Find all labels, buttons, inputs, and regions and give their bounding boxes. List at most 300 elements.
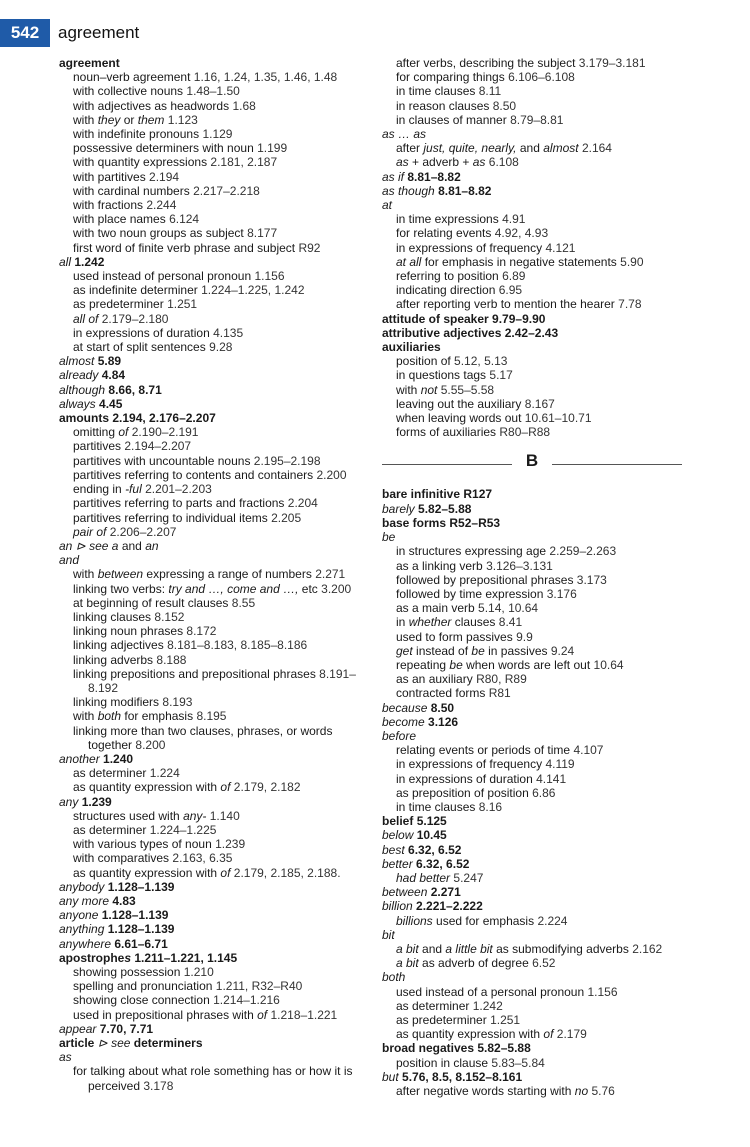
main-locator: 4.83 <box>112 893 136 908</box>
entry-text: after <box>396 141 421 156</box>
index-subentry <box>382 368 687 382</box>
entry-text: followed by time expression <box>396 586 544 601</box>
headword: auxiliaries <box>382 340 441 355</box>
index-subentry <box>382 587 687 601</box>
index-headword-entry <box>59 1050 364 1064</box>
headword: anybody <box>59 879 105 894</box>
locator: 1.156 <box>587 984 618 999</box>
index-subentry <box>382 942 687 956</box>
index-headword-entry <box>382 814 687 828</box>
locator: 2.179 <box>556 1027 587 1042</box>
entry-text: leaving out the auxiliary <box>396 396 522 411</box>
headword: billion <box>382 899 413 914</box>
index-subentry <box>382 226 687 240</box>
index-headword-entry <box>382 170 687 184</box>
entry-text: partitives referring to contents and containers <box>73 467 314 482</box>
headword: an <box>59 538 73 553</box>
index-subentry <box>382 573 687 587</box>
index-headword-entry <box>382 198 687 212</box>
index-subentry <box>59 326 364 340</box>
index-subentry <box>59 837 364 851</box>
index-headword-entry <box>59 880 364 894</box>
locator: 1.210 <box>183 965 214 979</box>
entry-italic-text: try and …, come and …, <box>168 581 299 596</box>
main-locator: 8.81–8.82 <box>407 169 461 184</box>
index-headword-entry <box>382 530 687 544</box>
index-subentry <box>382 283 687 297</box>
entry-text: linking noun phrases <box>73 624 184 639</box>
index-subentry <box>59 482 364 496</box>
entry-text: for relating events <box>396 226 492 241</box>
index-subentry <box>59 226 364 240</box>
entry-italic-text: billions <box>396 913 433 928</box>
locator: 1.218–1.221 <box>270 1007 338 1022</box>
headword: but <box>382 1069 399 1084</box>
headword: bare infinitive <box>382 487 461 502</box>
entry-text: relating events or periods of time <box>396 743 571 758</box>
index-headword-entry <box>382 184 687 198</box>
locator: 1.224–1.225 <box>149 822 217 837</box>
locator: 9.24 <box>550 643 575 658</box>
index-headword-entry <box>59 951 364 965</box>
index-subentry <box>382 672 687 686</box>
index-subentry <box>59 979 364 993</box>
entry-italic-text: of <box>118 425 129 440</box>
index-subentry <box>59 468 364 482</box>
locator: 10.61–10.71 <box>524 411 592 426</box>
headword: become <box>382 714 425 729</box>
index-headword-entry <box>382 502 687 516</box>
headword: attributive adjectives <box>382 325 502 340</box>
locator: 4.141 <box>536 771 567 786</box>
entry-italic-text: between <box>97 567 144 582</box>
locator: 8.200 <box>135 737 166 752</box>
locator: 1.123 <box>167 112 198 127</box>
index-headword-entry <box>382 715 687 729</box>
entry-italic-text: both <box>97 709 122 724</box>
entry-text: as submodifying adverbs <box>496 941 629 956</box>
index-subentry <box>382 914 687 928</box>
entry-text: as determiner <box>73 766 147 781</box>
index-subentry <box>59 610 364 624</box>
main-locator: 5.82–5.88 <box>418 501 472 516</box>
main-locator: 1.242 <box>74 254 105 269</box>
main-locator: 1.240 <box>103 751 134 766</box>
entry-text: as determiner <box>396 998 470 1013</box>
left-index-column <box>59 56 364 1093</box>
entry-text: partitives with uncountable nouns <box>73 453 251 468</box>
headword: already <box>59 368 99 383</box>
page-number: 542 <box>0 19 50 47</box>
index-headword-entry <box>382 1070 687 1084</box>
entry-text: as indefinite determiner <box>73 283 198 298</box>
headword: as <box>59 1050 72 1065</box>
main-locator: 4.84 <box>101 368 126 383</box>
index-headword-entry <box>382 828 687 842</box>
index-headword-entry <box>59 795 364 809</box>
locator: 1.16, 1.24, 1.35, 1.46, 1.48 <box>193 70 338 85</box>
index-subentry <box>59 653 364 667</box>
divider-rule-right <box>552 464 682 465</box>
locator: 1.156 <box>254 269 285 284</box>
main-locator: 2.271 <box>430 885 461 900</box>
locator: 4.119 <box>545 757 575 772</box>
locator: R81 <box>488 686 511 701</box>
entry-text: partitives <box>73 439 122 454</box>
headword: attitude of speaker <box>382 311 489 326</box>
index-subentry <box>59 184 364 198</box>
entry-text: at beginning of result clauses <box>73 595 229 610</box>
headword: all <box>59 254 72 269</box>
entry-italic-text: get <box>396 643 413 658</box>
index-subentry <box>382 743 687 757</box>
entry-text: structures used with <box>73 808 180 823</box>
headword: at <box>382 198 393 213</box>
index-subentry <box>59 511 364 525</box>
index-subentry <box>59 269 364 283</box>
index-subentry <box>59 709 364 723</box>
headword: apostrophe <box>59 950 125 965</box>
locator: 6.52 <box>532 956 556 971</box>
entry-text: repeating <box>396 657 447 672</box>
entry-italic-text: had better <box>396 870 451 885</box>
locator: 1.242 <box>472 998 503 1013</box>
entry-italic-text: a little bit <box>445 941 493 956</box>
main-locator: 2.42–2.43 <box>504 325 559 340</box>
index-subentry <box>59 780 364 794</box>
locator: 8.172 <box>186 624 217 639</box>
index-subentry <box>59 70 364 84</box>
index-subentry <box>382 84 687 98</box>
entry-italic-text: as <box>396 155 409 170</box>
entry-italic-text: almost <box>543 141 579 156</box>
locator: 8.41 <box>498 615 523 630</box>
entry-text: omitting <box>73 425 116 440</box>
entry-text: spelling and pronunciation <box>73 979 213 994</box>
locator: 2.244 <box>146 198 177 213</box>
index-headword-entry <box>59 894 364 908</box>
index-subentry <box>382 559 687 573</box>
main-locator: 5.125 <box>416 814 447 829</box>
entry-text: with partitives <box>73 169 146 184</box>
entry-text: in passives <box>488 643 548 658</box>
entry-text: showing possession <box>73 965 181 979</box>
locator: 1.211, R32–R40 <box>215 979 303 994</box>
headword: belief <box>382 814 414 829</box>
index-headword-entry <box>59 383 364 397</box>
cross-reference-target: determiners <box>133 1036 203 1051</box>
index-subentry <box>382 155 687 169</box>
locator: 8.16 <box>478 799 503 814</box>
main-locator: 4.45 <box>99 396 123 411</box>
index-headword-entry <box>382 899 687 913</box>
entry-text: linking modifiers <box>73 695 160 710</box>
entry-italic-text: of <box>257 1007 268 1022</box>
entry-text: in questions tags <box>396 368 487 383</box>
locator: 8.50 <box>492 98 517 113</box>
entry-italic-text: at all <box>396 254 422 269</box>
locator: 1.239 <box>215 837 246 852</box>
index-subentry <box>59 866 364 880</box>
locator: 5.90 <box>620 254 644 269</box>
locator: 5.12, 5.13 <box>454 354 508 369</box>
entry-text: after reporting verb to mention the hearer <box>396 297 615 312</box>
locator: 7.78 <box>618 297 642 312</box>
index-headword-entry <box>59 908 364 922</box>
entry-text: with <box>73 567 95 582</box>
entry-text: referring to position <box>396 269 499 284</box>
entry-text: as determiner <box>73 822 147 837</box>
index-subentry <box>59 823 364 837</box>
locator: 5.76 <box>591 1084 615 1099</box>
locator: 4.92, 4.93 <box>494 226 549 241</box>
locator: 5.17 <box>489 368 513 383</box>
entry-text: when leaving words out <box>396 411 522 426</box>
entry-text: with cardinal numbers <box>73 183 190 198</box>
index-headword-entry <box>382 340 687 354</box>
main-locator: R127 <box>463 487 493 502</box>
locator: 2.205 <box>271 510 302 525</box>
locator: 3.173 <box>576 572 607 587</box>
index-subentry <box>59 766 364 780</box>
entry-text: as preposition of position <box>396 785 529 800</box>
main-locator: 8.81–8.82 <box>438 183 492 198</box>
index-subentry <box>382 999 687 1013</box>
headword: and <box>59 553 80 568</box>
entry-text: for emphasis in negative statements <box>424 254 617 269</box>
locator: 6.86 <box>532 785 556 800</box>
index-subentry <box>382 383 687 397</box>
index-subentry <box>382 1027 687 1041</box>
entry-text: linking clauses <box>73 609 152 624</box>
entry-text: as a linking verb <box>396 558 483 573</box>
locator: 6.124 <box>169 212 200 227</box>
locator: 2.217–2.218 <box>193 183 260 198</box>
page-header <box>0 19 750 47</box>
index-subentry <box>59 113 364 127</box>
index-subentry <box>382 786 687 800</box>
entry-text: at start of split sentences <box>73 340 206 355</box>
main-locator: 8.50 <box>430 700 455 715</box>
index-headword-entry <box>382 701 687 715</box>
entry-text: with <box>396 382 418 397</box>
entry-text: used instead of personal pronoun <box>73 269 252 284</box>
index-headword-entry <box>382 843 687 857</box>
index-headword-entry <box>59 922 364 936</box>
main-locator: 5.82–5.88 <box>477 1041 531 1056</box>
index-subentry <box>59 127 364 141</box>
entry-text: with <box>73 112 95 127</box>
entry-text: in time expressions <box>396 212 499 227</box>
index-subentry <box>382 871 687 885</box>
headword: both <box>382 970 406 985</box>
index-subentry <box>59 170 364 184</box>
locator: 3.126–3.131 <box>486 558 553 573</box>
entry-italic-text: of <box>543 1027 554 1042</box>
entry-italic-text: -ful <box>125 482 142 497</box>
main-locator: 1.128–1.139 <box>101 908 169 923</box>
entry-text: as quantity expression with <box>73 780 218 795</box>
locator: 4.135 <box>213 325 244 340</box>
entry-text: clauses <box>454 615 496 630</box>
headword: as … as <box>382 127 427 142</box>
entry-text: forms of auxiliaries <box>396 425 497 440</box>
index-subentry <box>382 956 687 970</box>
entry-text: used instead of a personal pronoun <box>396 984 585 999</box>
entry-italic-text: they <box>97 112 121 127</box>
locator: 1.224 <box>149 766 180 781</box>
index-headword-entry <box>382 516 687 530</box>
entry-italic-text: any- <box>183 808 207 823</box>
index-headword-entry <box>59 553 364 567</box>
entry-italic-text: pair of <box>73 524 107 539</box>
index-subentry <box>382 544 687 558</box>
locator: 6.108 <box>488 155 519 170</box>
entry-text: and <box>121 538 142 553</box>
entry-text: in clauses of manner <box>396 112 507 127</box>
main-locator: 7.70, 7.71 <box>99 1021 154 1036</box>
headword: always <box>59 396 96 411</box>
entry-text: as adverb of degree <box>422 956 529 971</box>
locator: R80–R88 <box>499 425 551 440</box>
index-subentry <box>382 1013 687 1027</box>
index-subentry <box>59 667 364 695</box>
index-subentry <box>59 809 364 823</box>
index-subentry <box>382 772 687 786</box>
locator: 3.179–3.181 <box>578 56 646 70</box>
headword: as though <box>382 183 435 198</box>
entry-text: with two noun groups as subject <box>73 226 244 241</box>
locator: 9.9 <box>516 629 533 644</box>
entry-text: for talking about what role something has or how it is perceived <box>73 1064 353 1093</box>
index-subentry <box>59 993 364 1007</box>
entry-text: for emphasis <box>124 709 194 724</box>
locator: 2.201–2.203 <box>145 482 212 497</box>
index-subentry <box>59 582 364 596</box>
entry-text: in expressions of duration <box>73 325 210 340</box>
locator: 4.91 <box>502 212 526 227</box>
locator: 2.179–2.180 <box>101 311 169 326</box>
entry-text: as an auxiliary <box>396 672 473 687</box>
index-subentry <box>59 525 364 539</box>
index-subentry <box>382 141 687 155</box>
main-locator: 6.61–6.71 <box>114 936 168 951</box>
right-column-b-entries <box>382 487 687 1098</box>
entry-text: used in prepositional phrases with <box>73 1007 254 1022</box>
index-headword-entry <box>382 312 687 326</box>
index-subentry <box>382 56 687 70</box>
index-headword-entry <box>59 937 364 951</box>
index-subentry <box>382 354 687 368</box>
entry-italic-text: of <box>220 865 231 880</box>
headword: appear <box>59 1021 97 1036</box>
main-locator: 1.211–1.221, 1.145 <box>134 950 238 965</box>
cross-reference: ⊳ see <box>97 1036 131 1051</box>
locator: 2.179, 2.182 <box>233 780 301 795</box>
entry-text: with various types of noun <box>73 837 212 852</box>
locator: 4.121 <box>545 240 576 255</box>
index-subentry <box>382 686 687 700</box>
headword: anything <box>59 922 105 937</box>
index-subentry <box>382 70 687 84</box>
entry-text: with adjectives as headwords <box>73 98 230 113</box>
index-subentry <box>382 411 687 425</box>
locator: 9.28 <box>209 340 233 355</box>
entry-text: followed by prepositional phrases <box>396 572 574 587</box>
main-locator: 2.194, 2.176–2.207 <box>112 411 216 426</box>
headword-italic: s <box>124 950 132 965</box>
locator: 1.140 <box>209 808 240 823</box>
locator: 1.251 <box>490 1013 521 1027</box>
entry-italic-text: a bit <box>396 956 419 971</box>
index-subentry <box>59 567 364 581</box>
entry-text: with collective nouns <box>73 84 184 99</box>
locator: 2.162 <box>632 941 663 956</box>
entry-italic-text: a bit <box>396 941 419 956</box>
index-subentry <box>59 965 364 979</box>
index-headword-entry <box>382 885 687 899</box>
locator: 2.164 <box>581 141 612 156</box>
locator: 8.177 <box>247 226 278 241</box>
locator: 2.200 <box>316 467 347 482</box>
entry-text: position in clause <box>396 1055 489 1070</box>
entry-text: partitives referring to individual items <box>73 510 268 525</box>
headword: amounts <box>59 411 110 426</box>
locator: 2.195–2.198 <box>253 453 321 468</box>
locator: 1.68 <box>232 98 256 113</box>
index-headword-entry <box>59 255 364 269</box>
headword: base forms <box>382 515 447 530</box>
entry-text: after negative words starting with <box>396 1084 572 1099</box>
locator: 8.152 <box>154 609 185 624</box>
index-subentry <box>59 1064 364 1092</box>
running-head: agreement <box>58 23 140 42</box>
locator: 1.224–1.225, 1.242 <box>201 283 305 298</box>
entry-text: linking adverbs <box>73 652 154 667</box>
index-headword-entry <box>59 368 364 382</box>
cross-reference: ⊳ see <box>75 538 109 553</box>
index-subentry <box>59 312 364 326</box>
headword: barely <box>382 501 415 516</box>
entry-text: in time clauses <box>396 84 476 99</box>
index-headword-entry <box>382 326 687 340</box>
index-subentry <box>382 241 687 255</box>
locator: 8.79–8.81 <box>510 112 564 127</box>
index-subentry <box>59 724 364 752</box>
index-headword-entry <box>59 56 364 70</box>
index-subentry <box>59 454 364 468</box>
entry-text: with place names <box>73 212 166 227</box>
entry-text: linking prepositions and prepositional phrases <box>73 666 316 681</box>
entry-italic-text: all of <box>73 311 99 326</box>
index-headword-entry <box>382 127 687 141</box>
locator: 10.64 <box>593 657 624 672</box>
index-subentry <box>59 695 364 709</box>
locator: 5.55–5.58 <box>440 382 495 397</box>
locator: 6.89 <box>502 269 526 284</box>
headword: broad negatives <box>382 1041 475 1056</box>
main-locator: 6.32, 6.52 <box>416 856 470 871</box>
index-subentry <box>59 155 364 169</box>
headword: anywhere <box>59 936 112 951</box>
locator: 4.107 <box>573 743 604 758</box>
locator: 8.188 <box>156 652 187 667</box>
headword: bit <box>382 927 395 942</box>
headword: between <box>382 885 428 900</box>
main-locator: 6.32, 6.52 <box>408 842 462 857</box>
entry-text: noun–verb agreement <box>73 70 191 85</box>
index-subentry <box>382 757 687 771</box>
